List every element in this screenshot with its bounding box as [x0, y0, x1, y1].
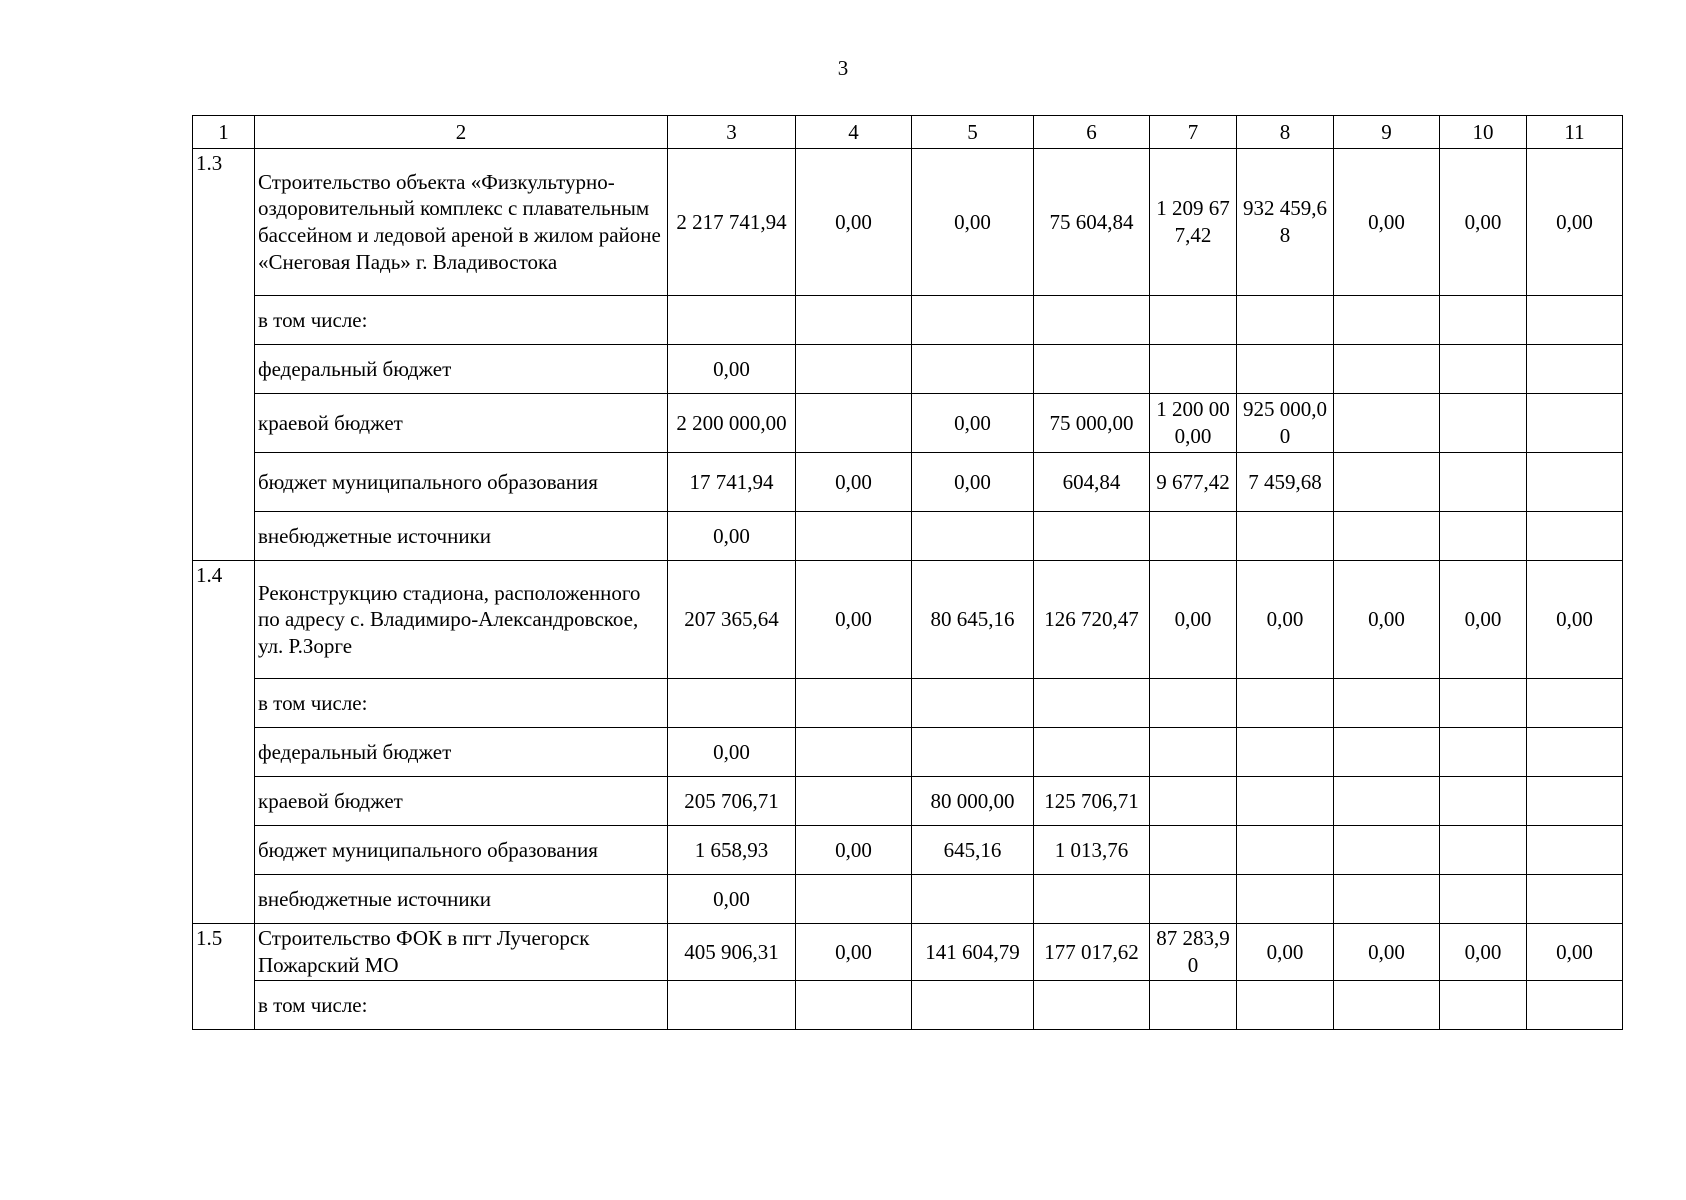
budget-table-body [193, 116, 1623, 1030]
value-cell [1527, 728, 1623, 777]
value-cell: 75 000,00 [1034, 394, 1150, 453]
value-cell [1237, 512, 1334, 561]
value-cell: 141 604,79 [912, 924, 1034, 981]
source-row [193, 826, 1623, 875]
source-label: в том числе: [255, 981, 668, 1030]
value-cell [1034, 512, 1150, 561]
item-row [193, 149, 1623, 296]
value-cell [912, 345, 1034, 394]
value-cell [1334, 981, 1440, 1030]
value-cell [1527, 512, 1623, 561]
header-cell: 5 [912, 116, 1034, 149]
value-cell [1527, 875, 1623, 924]
page-number: 3 [837, 56, 849, 80]
value-cell [1527, 981, 1623, 1030]
value-cell: 1 013,76 [1034, 826, 1150, 875]
value-cell [1440, 296, 1527, 345]
value-cell [1334, 345, 1440, 394]
value-cell: 80 645,16 [912, 561, 1034, 679]
value-cell [1527, 296, 1623, 345]
value-cell: 2 217 741,94 [668, 149, 796, 296]
source-row [193, 728, 1623, 777]
value-cell: 1 658,93 [668, 826, 796, 875]
value-cell: 925 000,00 [1237, 394, 1334, 453]
value-cell [1034, 679, 1150, 728]
value-cell: 2 200 000,00 [668, 394, 796, 453]
value-cell [1440, 345, 1527, 394]
header-row [193, 116, 1623, 149]
value-cell [1237, 728, 1334, 777]
source-row [193, 394, 1623, 453]
value-cell [1237, 296, 1334, 345]
value-cell: 0,00 [796, 561, 912, 679]
value-cell [1237, 981, 1334, 1030]
value-cell [1150, 875, 1237, 924]
value-cell [1527, 777, 1623, 826]
source-label: федеральный бюджет [255, 345, 668, 394]
value-cell: 0,00 [1440, 924, 1527, 981]
value-cell [1527, 394, 1623, 453]
value-cell [796, 777, 912, 826]
value-cell: 0,00 [1237, 924, 1334, 981]
source-row [193, 296, 1623, 345]
value-cell [1034, 296, 1150, 345]
header-cell: 8 [1237, 116, 1334, 149]
value-cell [1150, 345, 1237, 394]
value-cell [912, 981, 1034, 1030]
value-cell: 0,00 [1334, 149, 1440, 296]
value-cell [796, 679, 912, 728]
value-cell [1150, 981, 1237, 1030]
value-cell [1237, 679, 1334, 728]
value-cell: 9 677,42 [1150, 453, 1237, 512]
value-cell: 0,00 [1334, 924, 1440, 981]
value-cell: 0,00 [912, 453, 1034, 512]
value-cell [1440, 453, 1527, 512]
value-cell [1334, 296, 1440, 345]
value-cell [1440, 728, 1527, 777]
item-number: 1.3 [193, 149, 255, 561]
value-cell: 126 720,47 [1034, 561, 1150, 679]
source-label: бюджет муниципального образования [255, 453, 668, 512]
value-cell [1334, 875, 1440, 924]
item-title: Строительство ФОК в пгт Лучегорск Пожарский МО [255, 924, 668, 981]
value-cell [1334, 777, 1440, 826]
value-cell: 0,00 [1527, 149, 1623, 296]
value-cell: 17 741,94 [668, 453, 796, 512]
value-cell [1150, 826, 1237, 875]
value-cell [796, 296, 912, 345]
source-row [193, 875, 1623, 924]
value-cell: 205 706,71 [668, 777, 796, 826]
value-cell [668, 679, 796, 728]
value-cell [912, 296, 1034, 345]
header-cell: 2 [255, 116, 668, 149]
value-cell [1334, 394, 1440, 453]
value-cell [1237, 777, 1334, 826]
value-cell [1440, 679, 1527, 728]
value-cell [912, 728, 1034, 777]
value-cell [1334, 728, 1440, 777]
item-number: 1.4 [193, 561, 255, 924]
value-cell [912, 512, 1034, 561]
value-cell [1237, 875, 1334, 924]
value-cell: 645,16 [912, 826, 1034, 875]
value-cell [1527, 679, 1623, 728]
source-label: внебюджетные источники [255, 875, 668, 924]
source-row [193, 777, 1623, 826]
value-cell [1527, 453, 1623, 512]
header-cell: 1 [193, 116, 255, 149]
header-cell: 11 [1527, 116, 1623, 149]
value-cell [1527, 826, 1623, 875]
value-cell: 125 706,71 [1034, 777, 1150, 826]
value-cell [1440, 777, 1527, 826]
source-label: бюджет муниципального образования [255, 826, 668, 875]
value-cell [1034, 728, 1150, 777]
value-cell [1150, 679, 1237, 728]
value-cell [1440, 875, 1527, 924]
value-cell [1527, 345, 1623, 394]
source-label: федеральный бюджет [255, 728, 668, 777]
value-cell [1150, 512, 1237, 561]
source-label: в том числе: [255, 296, 668, 345]
value-cell [1150, 777, 1237, 826]
value-cell: 1 200 000,00 [1150, 394, 1237, 453]
value-cell [1150, 728, 1237, 777]
source-label: в том числе: [255, 679, 668, 728]
value-cell [1334, 826, 1440, 875]
source-label: краевой бюджет [255, 777, 668, 826]
value-cell [1150, 296, 1237, 345]
value-cell: 7 459,68 [1237, 453, 1334, 512]
value-cell: 0,00 [796, 826, 912, 875]
value-cell [1440, 981, 1527, 1030]
value-cell: 0,00 [1527, 561, 1623, 679]
value-cell [796, 394, 912, 453]
value-cell [912, 875, 1034, 924]
value-cell: 0,00 [1334, 561, 1440, 679]
value-cell [1440, 826, 1527, 875]
value-cell [1034, 981, 1150, 1030]
header-cell: 4 [796, 116, 912, 149]
value-cell [668, 981, 796, 1030]
value-cell: 0,00 [796, 924, 912, 981]
value-cell [1440, 512, 1527, 561]
header-cell: 7 [1150, 116, 1237, 149]
value-cell [1334, 512, 1440, 561]
value-cell: 0,00 [668, 345, 796, 394]
value-cell: 87 283,90 [1150, 924, 1237, 981]
source-label: внебюджетные источники [255, 512, 668, 561]
value-cell: 0,00 [912, 149, 1034, 296]
value-cell [796, 345, 912, 394]
value-cell: 0,00 [1237, 561, 1334, 679]
item-row [193, 561, 1623, 679]
value-cell [1034, 345, 1150, 394]
header-cell: 6 [1034, 116, 1150, 149]
value-cell: 1 209 677,42 [1150, 149, 1237, 296]
value-cell: 0,00 [1150, 561, 1237, 679]
item-number: 1.5 [193, 924, 255, 1030]
value-cell: 0,00 [1440, 149, 1527, 296]
value-cell [796, 512, 912, 561]
source-row [193, 512, 1623, 561]
value-cell [1334, 679, 1440, 728]
value-cell [1237, 345, 1334, 394]
value-cell: 177 017,62 [1034, 924, 1150, 981]
value-cell: 75 604,84 [1034, 149, 1150, 296]
value-cell [1034, 875, 1150, 924]
value-cell: 0,00 [1440, 561, 1527, 679]
value-cell: 0,00 [912, 394, 1034, 453]
value-cell [796, 728, 912, 777]
header-cell: 3 [668, 116, 796, 149]
value-cell: 932 459,68 [1237, 149, 1334, 296]
value-cell: 80 000,00 [912, 777, 1034, 826]
value-cell: 0,00 [796, 149, 912, 296]
value-cell: 0,00 [796, 453, 912, 512]
header-cell: 9 [1334, 116, 1440, 149]
header-cell: 10 [1440, 116, 1527, 149]
value-cell: 0,00 [668, 728, 796, 777]
source-row [193, 679, 1623, 728]
value-cell: 405 906,31 [668, 924, 796, 981]
item-row [193, 924, 1623, 981]
item-title: Реконструкцию стадиона, расположенного по адресу с. Владимиро-Александровское, ул. Р.Зорге [255, 561, 668, 679]
value-cell [796, 875, 912, 924]
item-title: Строительство объекта «Физкультурно-оздоровительный комплекс с плавательным бассейном и ледовой ареной в жилом районе «Снеговая Падь» г. Владивостока [255, 149, 668, 296]
source-row [193, 981, 1623, 1030]
value-cell [796, 981, 912, 1030]
value-cell [668, 296, 796, 345]
budget-table [192, 115, 1623, 1030]
value-cell: 0,00 [1527, 924, 1623, 981]
value-cell: 0,00 [668, 875, 796, 924]
source-label: краевой бюджет [255, 394, 668, 453]
value-cell [1237, 826, 1334, 875]
source-row [193, 345, 1623, 394]
value-cell [1440, 394, 1527, 453]
value-cell [912, 679, 1034, 728]
value-cell: 207 365,64 [668, 561, 796, 679]
value-cell: 604,84 [1034, 453, 1150, 512]
value-cell: 0,00 [668, 512, 796, 561]
value-cell [1334, 453, 1440, 512]
source-row [193, 453, 1623, 512]
